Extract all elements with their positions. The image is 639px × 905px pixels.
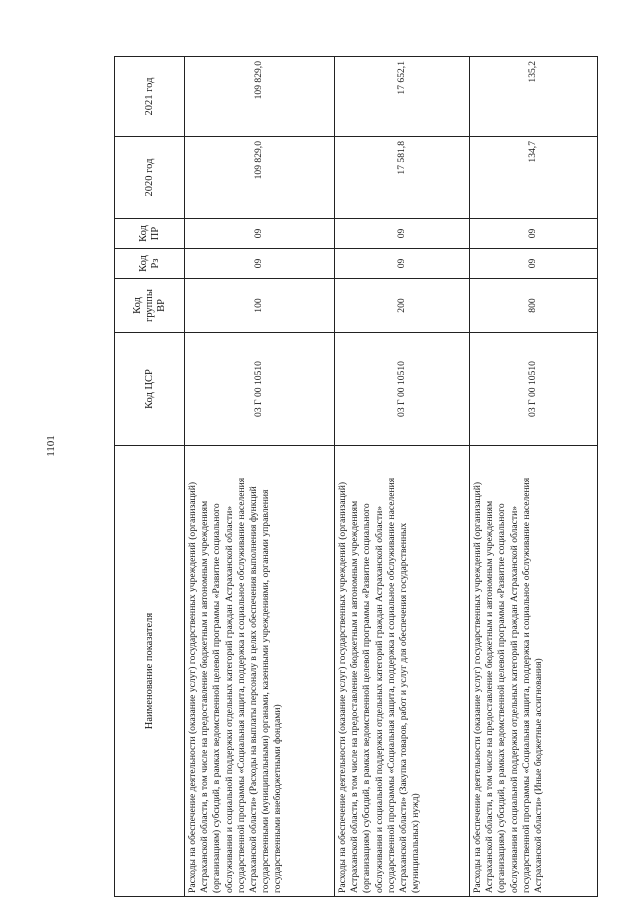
header-vr: Код группы ВР — [115, 279, 185, 333]
row-vr: 200 — [335, 279, 470, 333]
row-rz: 09 — [185, 249, 335, 279]
row-2021: 135,2 — [470, 57, 598, 137]
row-name: Расходы на обеспечение деятельности (оказание услуг) государственных учреждений (организаций) Астраханской области, в том числе на предоставление бюджетным и автономным учреждениям (организациям) субсидий, в рамках ведомственной целевой программы «Развитие социального обслуживания и социальной поддержки отдельных категорий граждан Астраханской области» государственной программы «Социальная защита, поддержка и социальное обслуживание населения Астраханской области» (Иные бюджетные ассигнования) — [470, 446, 598, 897]
row-csr: 03 Г 00 10510 — [185, 333, 335, 446]
row-2020: 109 829,0 — [185, 137, 335, 219]
table-header — [115, 57, 185, 897]
table-row — [185, 57, 335, 897]
row-pr: 09 — [185, 219, 335, 249]
header-2020: 2020 год — [115, 137, 185, 219]
budget-table — [114, 56, 598, 897]
header-name: Наименование показателя — [115, 446, 185, 897]
header-2021: 2021 год — [115, 57, 185, 137]
header-csr: Код ЦСР — [115, 333, 185, 446]
page-number: 1101 — [45, 435, 57, 457]
row-2021: 109 829,0 — [185, 57, 335, 137]
row-pr: 09 — [335, 219, 470, 249]
row-name: Расходы на обеспечение деятельности (оказание услуг) государственных учреждений (организаций) Астраханской области, в том числе на предоставление бюджетным и автономным учреждениям (организациям) субсидий, в рамках ведомственной целевой программы «Развитие социального обслуживания и социальной поддержки отдельных категорий граждан Астраханской области» государственной программы «Социальная защита, поддержка и социальное обслуживание населения Астраханской области» (Расходы на выплаты персоналу в целях обеспечения выполнения функций государственными (муниципальными) органами, казенными учреждениями, органами управления государственными внебюджетными фондами) — [185, 446, 335, 897]
rotated-page-content — [114, 57, 545, 897]
row-vr: 800 — [470, 279, 598, 333]
header-pr: Код ПР — [115, 219, 185, 249]
row-csr: 03 Г 00 10510 — [335, 333, 470, 446]
row-rz: 09 — [470, 249, 598, 279]
row-2021: 17 652,1 — [335, 57, 470, 137]
row-rz: 09 — [335, 249, 470, 279]
header-rz: Код Рз — [115, 249, 185, 279]
row-pr: 09 — [470, 219, 598, 249]
table-row — [335, 57, 470, 897]
row-csr: 03 Г 00 10510 — [470, 333, 598, 446]
row-2020: 134,7 — [470, 137, 598, 219]
row-name: Расходы на обеспечение деятельности (оказание услуг) государственных учреждений (организаций) Астраханской области, в том числе на предоставление бюджетным и автономным учреждениям (организациям) субсидий, в рамках ведомственной целевой программы «Развитие социального обслуживания и социальной поддержки отдельных категорий граждан Астраханской области» государственной программы «Социальная защита, поддержка и социальное обслуживание населения Астраханской области» (Закупка товаров, работ и услуг для обеспечения государственных (муниципальных) нужд) — [335, 446, 470, 897]
row-2020: 17 581,8 — [335, 137, 470, 219]
row-vr: 100 — [185, 279, 335, 333]
table-row — [470, 57, 598, 897]
